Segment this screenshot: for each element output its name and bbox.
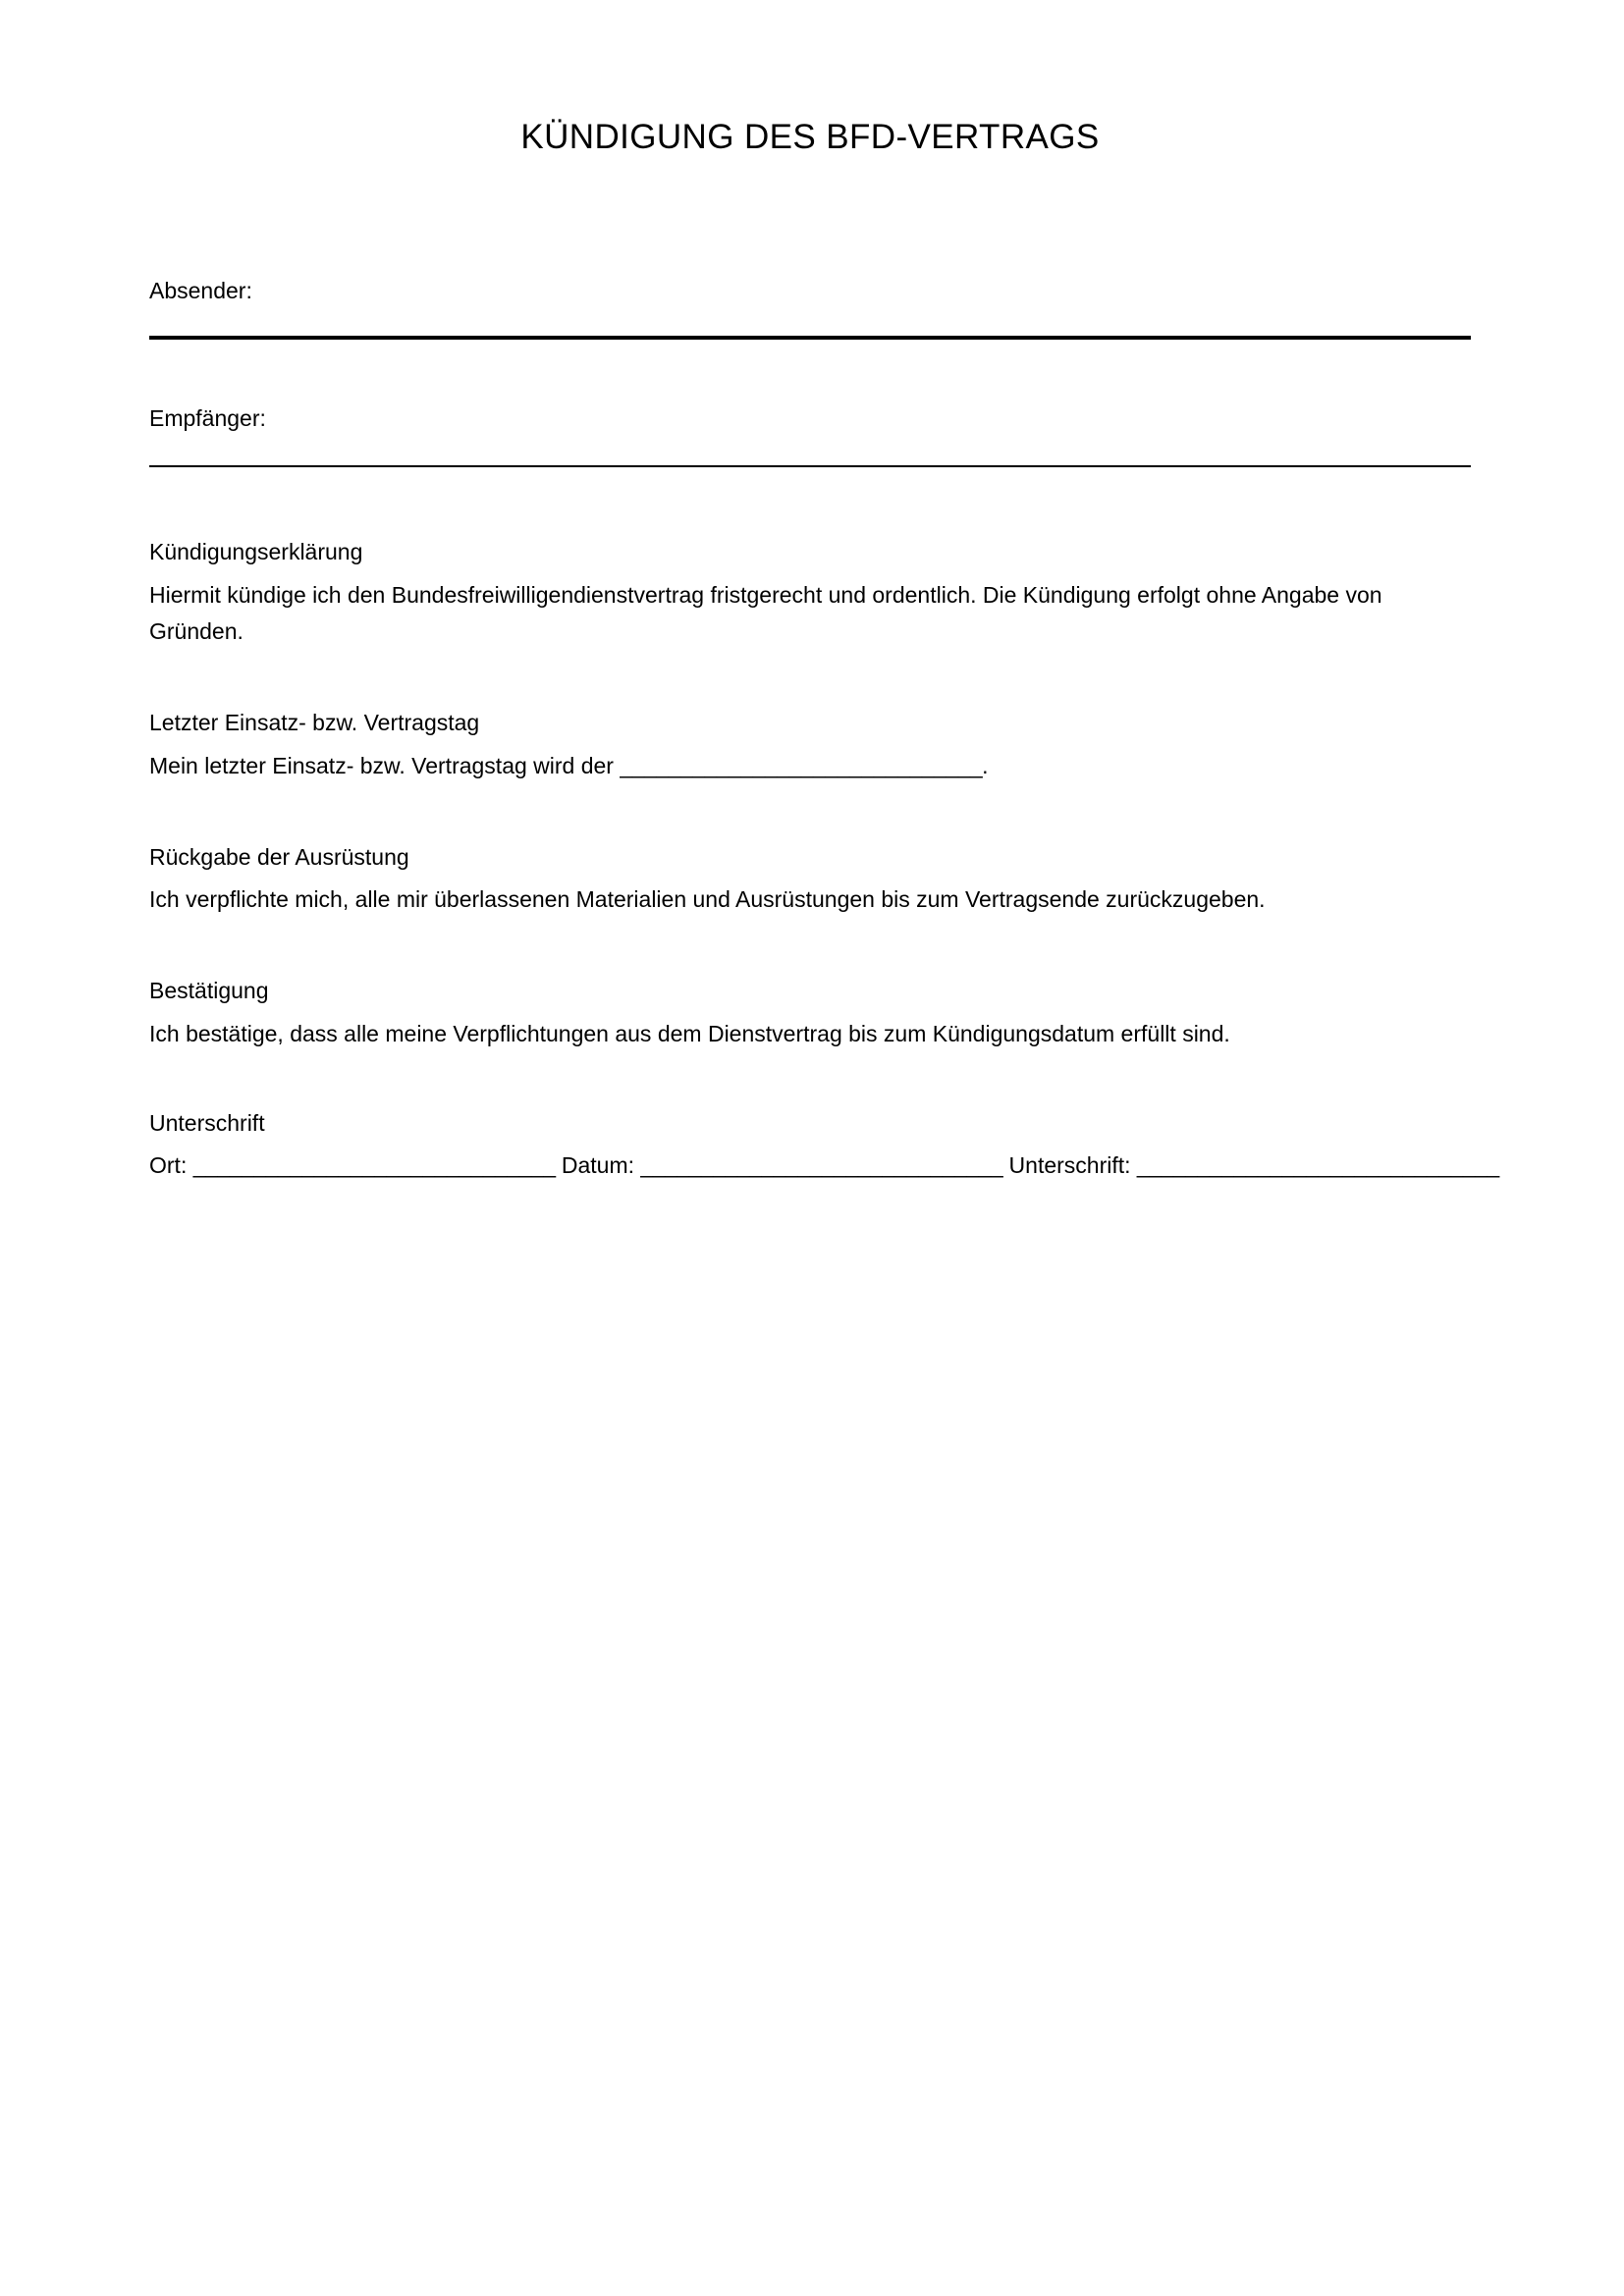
spacer — [149, 918, 1471, 975]
field-absender-label: Absender: — [149, 277, 252, 303]
unterschrift-label: Unterschrift: — [1008, 1152, 1131, 1179]
datum-label: Datum: — [561, 1152, 635, 1179]
field-empfaenger-label: Empfänger: — [149, 405, 266, 432]
spacer — [149, 1052, 1471, 1107]
spacer — [149, 159, 1471, 275]
page-title: KÜNDIGUNG DES BFD-VERTRAGS — [520, 118, 1100, 156]
spacer — [149, 784, 1471, 841]
field-absender — [149, 275, 1471, 340]
unterschrift-blank[interactable]: ______________________________ — [1136, 1152, 1499, 1179]
section-heading-unterschrift: Unterschrift — [149, 1110, 265, 1137]
spacer — [149, 650, 1471, 707]
section-body-letzter-einsatztag — [149, 748, 1471, 784]
section-unterschrift — [149, 1107, 1499, 1185]
datum-blank[interactable]: ______________________________ — [640, 1152, 1003, 1179]
section-body-kuendigungserklaerung: Hiermit kündige ich den Bundesfreiwilligendienstvertrag fristgerecht und ordentlich. Die Kündigung erfolgt ohne Angabe von Gründen. — [149, 581, 1382, 645]
section-heading-bestaetigung: Bestätigung — [149, 978, 269, 1004]
section-heading-kuendigungserklaerung: Kündigungserklärung — [149, 539, 363, 565]
field-empfaenger — [149, 402, 1471, 467]
document-content — [149, 0, 1499, 1185]
section-letzter-einsatztag — [149, 707, 1471, 784]
ort-label: Ort: — [149, 1152, 188, 1179]
spacer — [149, 340, 1471, 402]
spacer — [149, 467, 1471, 536]
section-body-rueckgabe-ausruestung: Ich verpflichte mich, alle mir überlassenen Materialien und Ausrüstungen bis zum Vertragsende zurückzugeben. — [149, 886, 1266, 913]
letzter-einsatztag-blank[interactable]: ______________________________ — [620, 752, 983, 778]
letzter-einsatztag-text-prefix: Mein letzter Einsatz- bzw. Vertragstag wird der — [149, 752, 621, 778]
signature-fields-line — [149, 1148, 1499, 1184]
section-body-bestaetigung: Ich bestätige, dass alle meine Verpflichtungen aus dem Dienstvertrag bis zum Kündigungsdatum erfüllt sind. — [149, 1020, 1230, 1046]
section-heading-letzter-einsatztag: Letzter Einsatz- bzw. Vertragstag — [149, 710, 480, 736]
section-rueckgabe-ausruestung — [149, 841, 1471, 919]
section-bestaetigung — [149, 975, 1471, 1052]
ort-blank[interactable]: ______________________________ — [192, 1152, 556, 1179]
section-heading-rueckgabe-ausruestung: Rückgabe der Ausrüstung — [149, 843, 409, 870]
section-kuendigungserklaerung — [149, 536, 1471, 650]
letzter-einsatztag-text-suffix: . — [982, 752, 989, 778]
